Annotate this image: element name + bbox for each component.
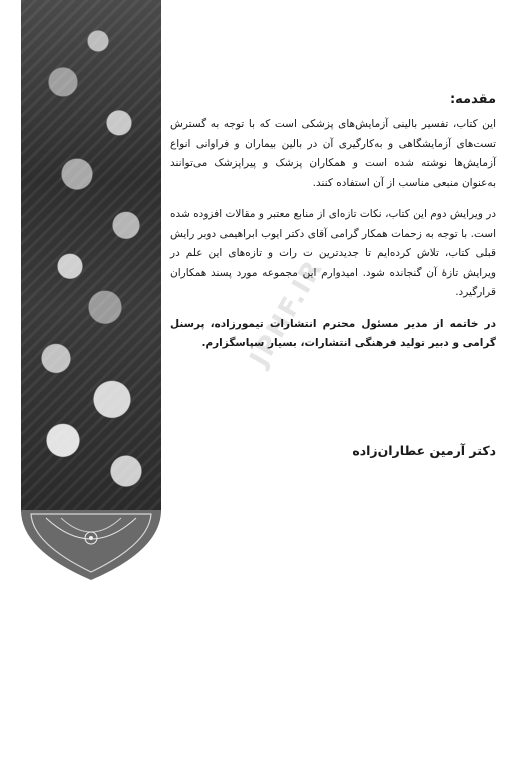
paragraph-1: این کتاب، تفسیر بالینی آزمایش‌های پزشکی است که با توجه به گسترش تست‌های آزمایشگاهی و به‌کارگیری آن در بالین بیماران و فراوانی انواع آزمایش‌ها نوشته شده است و همکاران پزشک و پیراپزشک می‌توانند به‌عنوان منبعی مناسب از آن استفاده کنند. xyxy=(170,118,496,189)
paragraph-3: در خاتمه از مدیر مسئول محترم انتشارات تیمورزاده، پرسنل گرامی و دبیر تولید فرهنگی انتشارات، بسیار سپاسگزارم. xyxy=(170,317,496,349)
preface-body xyxy=(170,92,496,366)
watermark: JPHF.IR xyxy=(244,254,330,372)
ornament-icon xyxy=(21,510,161,580)
author-signature: دکتر آرمین عطاران‌زاده xyxy=(352,443,496,458)
preface-heading: مقدمه: xyxy=(449,92,496,107)
paragraph-2: در ویرایش دوم این کتاب، نکات تازه‌ای از منابع معتبر و مقالات افزوده شده است. با توجه به زحمات همکار گرامی آقای دکتر ایوب ابراهیمی دوبر رایش قبلی کتاب، تلاش کرده‌ایم تا جدیدترین ت رات و تازه‌های این علم در ویرایش تازهٔ آن گنجانده شود. امیدوارم این مجموعه مورد پسند همکاران قرارگیرد. xyxy=(170,208,496,298)
floral-decoration xyxy=(21,0,161,512)
